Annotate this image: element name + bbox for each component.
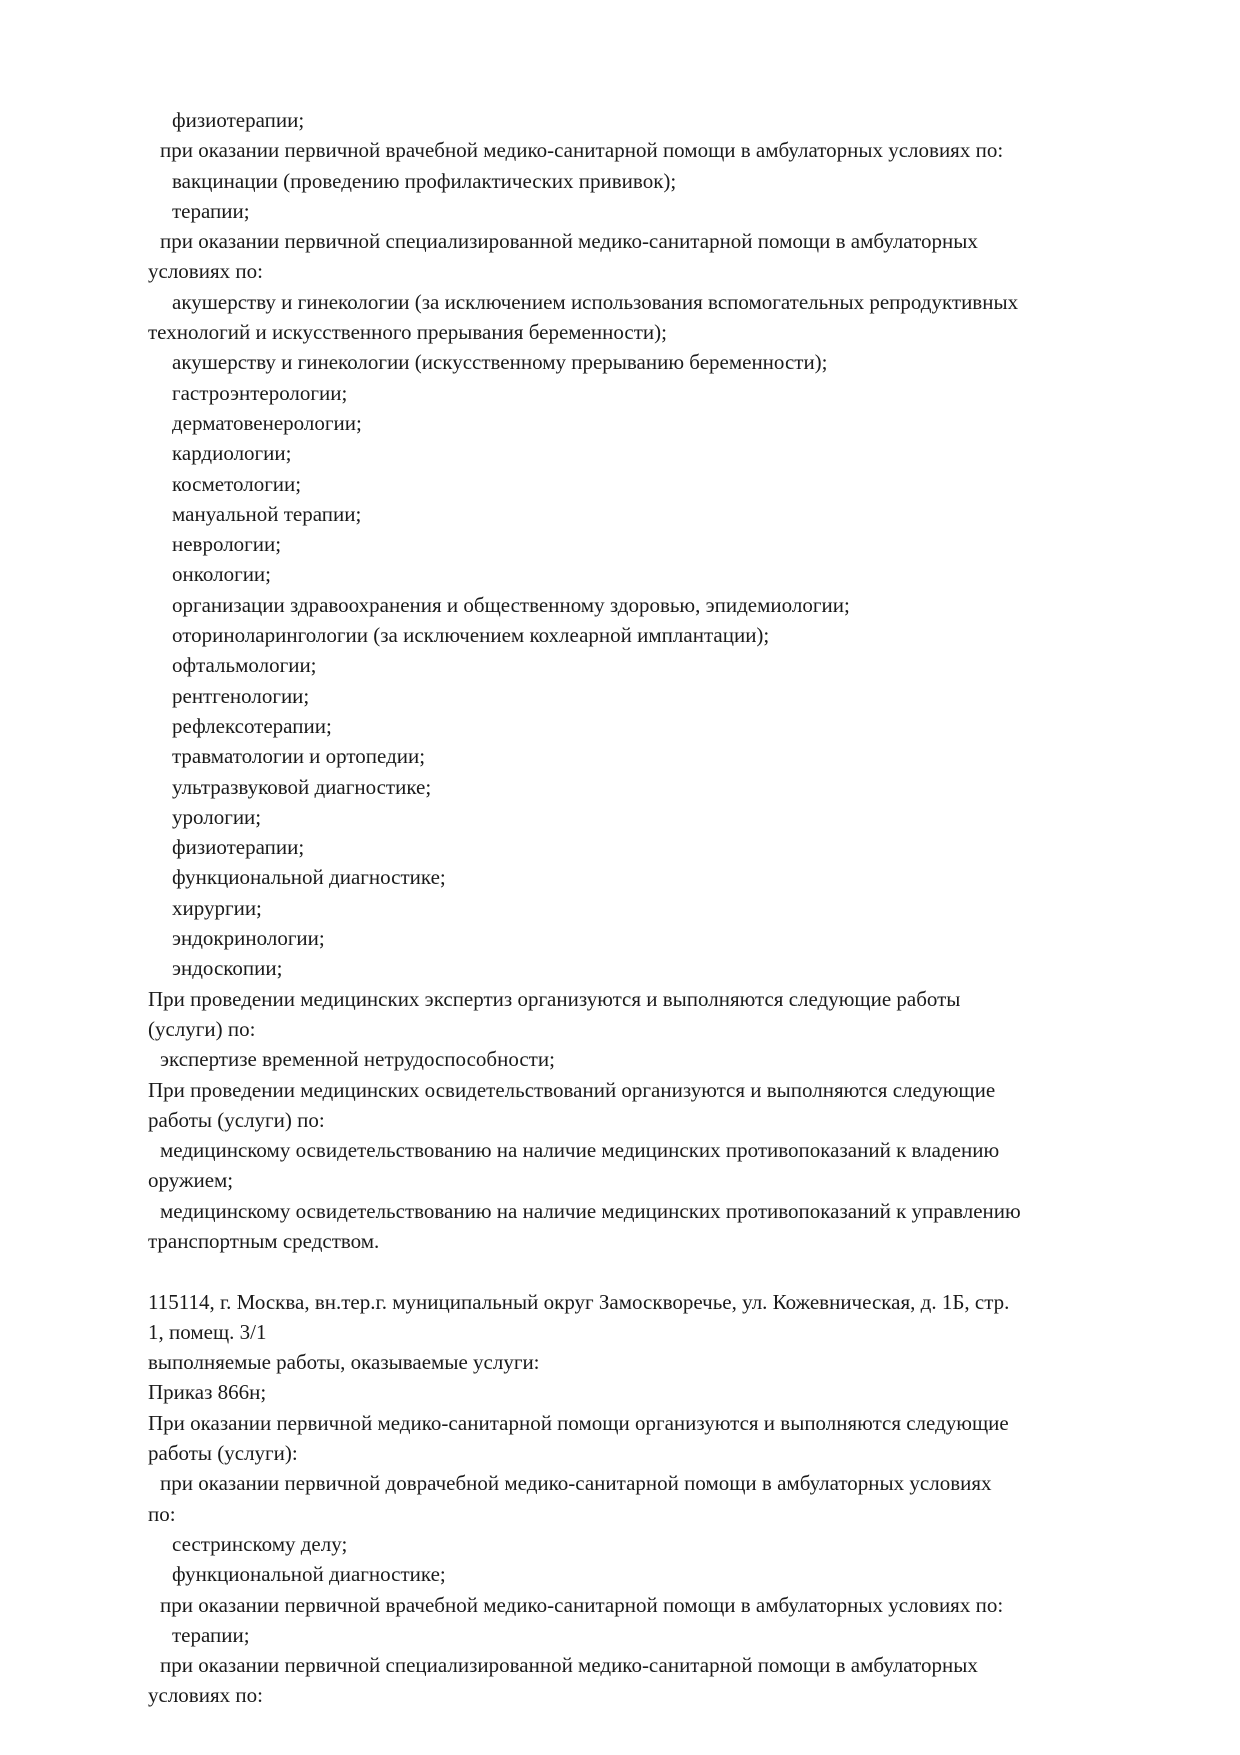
text-line: оружием; [148,1168,234,1193]
text-line: ультразвуковой диагностике; [172,774,432,799]
text-line: работы (услуги) по: [148,1107,325,1132]
text-line: рефлексотерапии; [172,713,332,738]
text-line: при оказании первичной специализированной медико-санитарной помощи в амбулаторных [160,1653,978,1678]
text-line: акушерству и гинекологии (за исключением использования вспомогательных репродуктивных [172,289,1019,314]
text-line: мануальной терапии; [172,501,362,526]
text-line: дерматовенерологии; [172,410,362,435]
text-line: условиях по: [148,259,263,284]
text-line: функциональной диагностике; [172,865,446,890]
text-line: терапии; [172,198,250,223]
text-line: неврологии; [172,532,282,557]
text-line: онкологии; [172,562,272,587]
text-line: кардиологии; [172,441,292,466]
document-body [148,105,1193,1711]
text-line: экспертизе временной нетрудоспособности; [160,1047,555,1072]
text-line: выполняемые работы, оказываемые услуги: [148,1350,540,1375]
text-line: эндокринологии; [172,926,325,951]
text-line: по: [148,1501,176,1526]
text-line: Приказ 866н; [148,1380,267,1405]
text-line: при оказании первичной доврачебной медико-санитарной помощи в амбулаторных условиях [160,1471,992,1496]
text-line: при оказании первичной врачебной медико-санитарной помощи в амбулаторных условиях по: [160,138,1004,163]
text-line: сестринскому делу; [172,1531,348,1556]
text-line: терапии; [172,1622,250,1647]
text-line: транспортным средством. [148,1228,380,1253]
text-line: физиотерапии; [172,108,305,132]
text-line: хирургии; [172,895,262,920]
text-line: при оказании первичной врачебной медико-санитарной помощи в амбулаторных условиях по: [160,1592,1004,1617]
text-line: эндоскопии; [172,956,283,981]
section-gap [148,1256,1193,1286]
text-line: (услуги) по: [148,1016,256,1041]
text-line: При проведении медицинских экспертиз организуются и выполняются следующие работы [148,986,961,1011]
text-line: физиотерапии; [172,835,305,860]
text-line: условиях по: [148,1683,263,1708]
text-line: организации здравоохранения и общественному здоровью, эпидемиологии; [172,592,850,617]
text-line: вакцинации (проведению профилактических прививок); [172,168,677,193]
text-line: технологий и искусственного прерывания беременности); [148,320,667,345]
text-line: При оказании первичной медико-санитарной помощи организуются и выполняются следующие [148,1410,1009,1435]
text-line: 115114, г. Москва, вн.тер.г. муниципальный округ Замоскворечье, ул. Кожевническая, д. 1Б, стр. [148,1289,1010,1314]
text-line: офтальмологии; [172,653,317,678]
text-line: косметологии; [172,471,302,496]
text-line: при оказании первичной специализированной медико-санитарной помощи в амбулаторных [160,229,978,254]
text-line: гастроэнтерологии; [172,380,348,405]
text-line: медицинскому освидетельствованию на наличие медицинских противопоказаний к управлению [160,1198,1021,1223]
text-line: работы (услуги): [148,1441,298,1466]
text-line: акушерству и гинекологии (искусственному прерыванию беременности); [172,350,828,375]
text-line: 1, помещ. 3/1 [148,1319,267,1344]
text-line: урологии; [172,804,262,829]
text-line: медицинскому освидетельствованию на наличие медицинских противопоказаний к владению [160,1138,1000,1163]
text-line: оториноларингологии (за исключением кохлеарной имплантации); [172,623,770,648]
text-line: При проведении медицинских освидетельствований организуются и выполняются следующие [148,1077,996,1102]
text-line: рентгенологии; [172,683,310,708]
text-line: травматологии и ортопедии; [172,744,426,769]
text-line: функциональной диагностике; [172,1562,446,1587]
address-services-section [148,1287,1193,1711]
licensed-services-section [148,105,1193,1256]
